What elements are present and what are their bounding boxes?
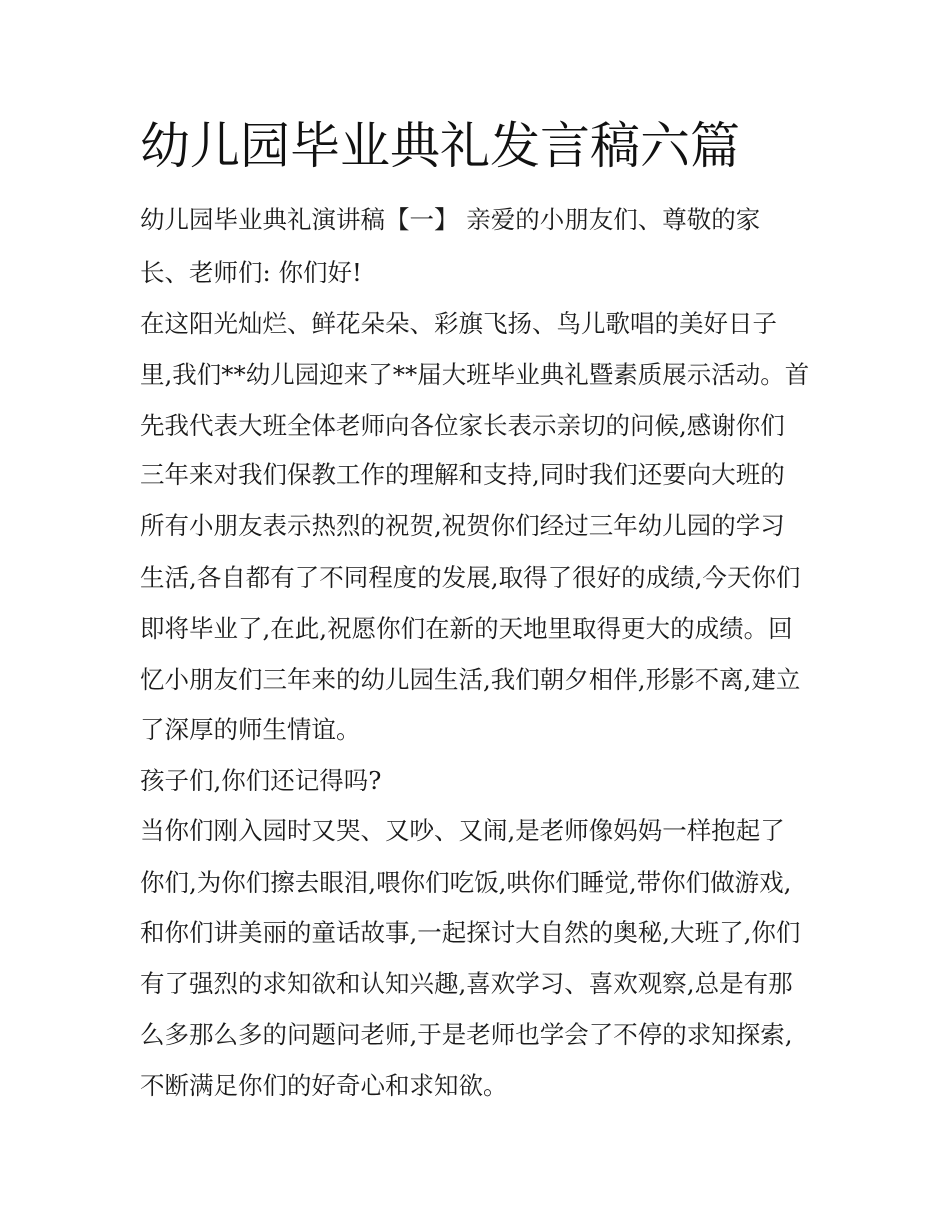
text-line: 在这阳光灿烂、鲜花朵朵、彩旗飞扬、鸟儿歌唱的美好日子	[140, 309, 777, 338]
text-line: 你们,为你们擦去眼泪,喂你们吃饭,哄你们睡觉,带你们做游戏,	[140, 868, 792, 897]
text-line: 当你们刚入园时又哭、又吵、又闹,是老师像妈妈一样抱起了	[140, 816, 785, 845]
text-line: 里,我们**幼儿园迎来了**届大班毕业典礼暨素质展示活动。首	[140, 360, 810, 389]
text-line: 么多那么多的问题问老师,于是老师也学会了不停的求知探索,	[140, 1020, 793, 1049]
document-title: 幼儿园毕业典礼发言稿六篇	[140, 117, 740, 175]
text-line: 长、老师们: 你们好!	[140, 258, 362, 287]
text-line: 孩子们,你们还记得吗?	[140, 766, 382, 795]
text-line: 和你们讲美丽的童话故事,一起探讨大自然的奥秘,大班了,你们	[140, 918, 801, 947]
text-line: 忆小朋友们三年来的幼儿园生活,我们朝夕相伴,形影不离,建立	[140, 665, 801, 694]
text-line: 幼儿园毕业典礼演讲稿【一】 亲爱的小朋友们、尊敬的家	[140, 205, 761, 234]
text-line: 生活,各自都有了不同程度的发展,取得了很好的成绩,今天你们	[140, 563, 801, 592]
text-line: 了深厚的师生情谊。	[140, 715, 361, 744]
text-line: 不断满足你们的好奇心和求知欲。	[140, 1071, 508, 1100]
text-line: 三年来对我们保教工作的理解和支持,同时我们还要向大班的	[140, 460, 785, 489]
text-line: 所有小朋友表示热烈的祝贺,祝贺你们经过三年幼儿园的学习	[140, 511, 785, 540]
text-line: 有了强烈的求知欲和认知兴趣,喜欢学习、喜欢观察,总是有那	[140, 969, 793, 998]
text-line: 即将毕业了,在此,祝愿你们在新的天地里取得更大的成绩。回	[140, 614, 793, 643]
text-line: 先我代表大班全体老师向各位家长表示亲切的问候,感谢你们	[140, 411, 785, 440]
